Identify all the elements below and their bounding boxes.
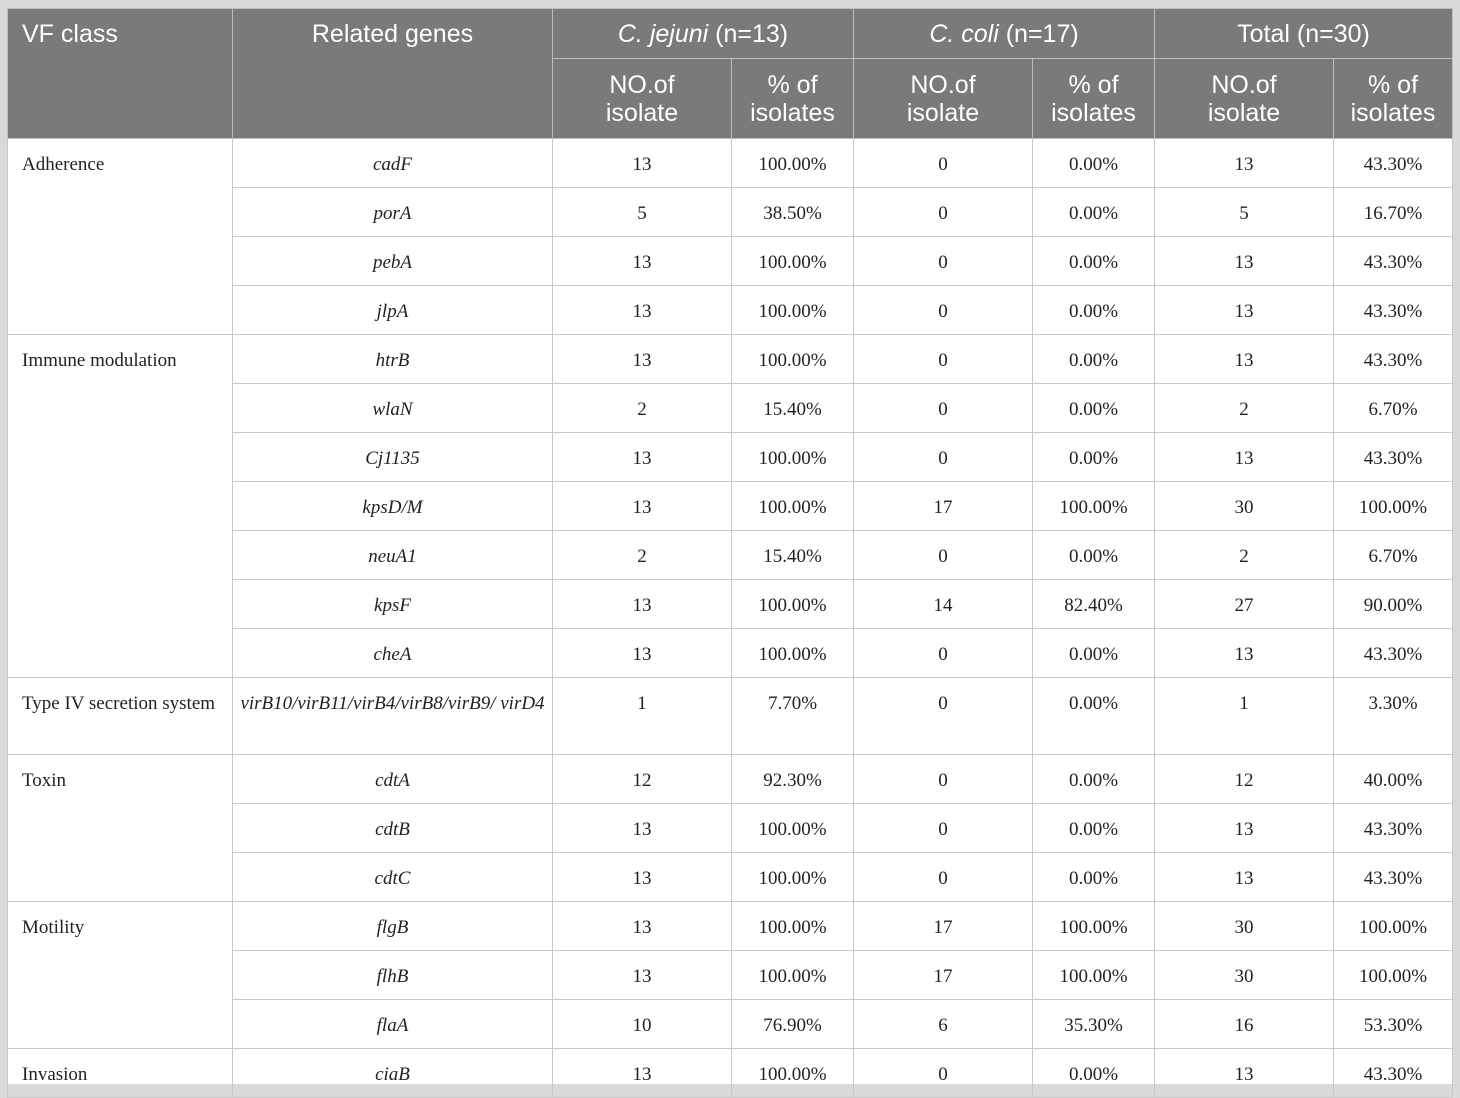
total-percent-cell: 43.30%: [1334, 433, 1453, 482]
total-count-cell: 13: [1155, 286, 1334, 335]
total-count-cell: 13: [1155, 1049, 1334, 1098]
total-count-cell: 2: [1155, 384, 1334, 433]
jejuni-percent-cell: 38.50%: [732, 188, 854, 237]
header-vf-class: VF class: [8, 9, 233, 139]
coli-percent-cell: 0.00%: [1033, 286, 1155, 335]
header-pct-isolates: % of isolates: [732, 59, 854, 139]
coli-count-cell: 0: [854, 139, 1033, 188]
jejuni-count-cell: 13: [553, 629, 732, 678]
total-percent-cell: 6.70%: [1334, 384, 1453, 433]
coli-count-cell: 0: [854, 853, 1033, 902]
coli-count-cell: 0: [854, 433, 1033, 482]
total-count-cell: 30: [1155, 482, 1334, 531]
total-percent-cell: 43.30%: [1334, 629, 1453, 678]
jejuni-count-cell: 13: [553, 139, 732, 188]
coli-count-cell: 0: [854, 237, 1033, 286]
total-percent-cell: 53.30%: [1334, 1000, 1453, 1049]
coli-count-cell: 0: [854, 335, 1033, 384]
total-count-cell: 30: [1155, 902, 1334, 951]
jejuni-percent-cell: 100.00%: [732, 951, 854, 1000]
total-percent-cell: 100.00%: [1334, 951, 1453, 1000]
total-percent-cell: 43.30%: [1334, 1049, 1453, 1098]
jejuni-percent-cell: 100.00%: [732, 335, 854, 384]
table-body: [8, 139, 1453, 1098]
coli-count-cell: 17: [854, 902, 1033, 951]
jejuni-percent-cell: 100.00%: [732, 433, 854, 482]
coli-percent-cell: 0.00%: [1033, 433, 1155, 482]
jejuni-percent-cell: 100.00%: [732, 237, 854, 286]
vf-class-cell: Motility: [8, 902, 233, 1049]
total-percent-cell: 40.00%: [1334, 755, 1453, 804]
table-row: [8, 335, 1453, 384]
coli-percent-cell: 0.00%: [1033, 678, 1155, 755]
jejuni-percent-cell: 100.00%: [732, 804, 854, 853]
gene-cell: kpsF: [233, 580, 553, 629]
total-percent-cell: 43.30%: [1334, 853, 1453, 902]
coli-count-cell: 0: [854, 755, 1033, 804]
coli-percent-cell: 100.00%: [1033, 902, 1155, 951]
gene-cell: htrB: [233, 335, 553, 384]
coli-count-cell: 0: [854, 804, 1033, 853]
total-count-cell: 13: [1155, 237, 1334, 286]
header-group-c-coli: C. coli (n=17): [854, 9, 1155, 59]
total-percent-cell: 6.70%: [1334, 531, 1453, 580]
jejuni-count-cell: 13: [553, 1049, 732, 1098]
header-group-c-jejuni: C. jejuni (n=13): [553, 9, 854, 59]
total-count-cell: 13: [1155, 433, 1334, 482]
vf-class-cell: Toxin: [8, 755, 233, 902]
gene-cell: flhB: [233, 951, 553, 1000]
header-no-isolate: NO.of isolate: [1155, 59, 1334, 139]
total-percent-cell: 43.30%: [1334, 804, 1453, 853]
jejuni-count-cell: 12: [553, 755, 732, 804]
total-count-cell: 1: [1155, 678, 1334, 755]
total-count-cell: 2: [1155, 531, 1334, 580]
coli-percent-cell: 0.00%: [1033, 853, 1155, 902]
coli-percent-cell: 0.00%: [1033, 804, 1155, 853]
table-row: [8, 755, 1453, 804]
jejuni-percent-cell: 15.40%: [732, 384, 854, 433]
jejuni-count-cell: 2: [553, 384, 732, 433]
table-header: [8, 9, 1453, 139]
coli-percent-cell: 35.30%: [1033, 1000, 1155, 1049]
total-count-cell: 13: [1155, 139, 1334, 188]
coli-percent-cell: 0.00%: [1033, 237, 1155, 286]
coli-percent-cell: 0.00%: [1033, 629, 1155, 678]
jejuni-percent-cell: 15.40%: [732, 531, 854, 580]
jejuni-percent-cell: 100.00%: [732, 286, 854, 335]
total-count-cell: 13: [1155, 853, 1334, 902]
jejuni-percent-cell: 92.30%: [732, 755, 854, 804]
table-frame: [7, 8, 1452, 1084]
jejuni-count-cell: 2: [553, 531, 732, 580]
table-row: [8, 139, 1453, 188]
coli-count-cell: 0: [854, 531, 1033, 580]
jejuni-percent-cell: 7.70%: [732, 678, 854, 755]
total-percent-cell: 43.30%: [1334, 139, 1453, 188]
total-count-cell: 12: [1155, 755, 1334, 804]
jejuni-percent-cell: 100.00%: [732, 629, 854, 678]
coli-count-cell: 0: [854, 678, 1033, 755]
gene-cell: ciaB: [233, 1049, 553, 1098]
coli-percent-cell: 0.00%: [1033, 755, 1155, 804]
coli-count-cell: 17: [854, 482, 1033, 531]
coli-count-cell: 17: [854, 951, 1033, 1000]
coli-count-cell: 0: [854, 384, 1033, 433]
header-no-isolate: NO.of isolate: [854, 59, 1033, 139]
coli-count-cell: 0: [854, 1049, 1033, 1098]
coli-percent-cell: 0.00%: [1033, 1049, 1155, 1098]
gene-cell: Cj1135: [233, 433, 553, 482]
jejuni-percent-cell: 76.90%: [732, 1000, 854, 1049]
total-count-cell: 13: [1155, 335, 1334, 384]
total-count-cell: 5: [1155, 188, 1334, 237]
total-count-cell: 13: [1155, 629, 1334, 678]
coli-percent-cell: 100.00%: [1033, 951, 1155, 1000]
vf-class-cell: Immune modulation: [8, 335, 233, 678]
total-percent-cell: 16.70%: [1334, 188, 1453, 237]
total-count-cell: 16: [1155, 1000, 1334, 1049]
table-row: [8, 902, 1453, 951]
coli-percent-cell: 0.00%: [1033, 384, 1155, 433]
gene-cell: cadF: [233, 139, 553, 188]
jejuni-count-cell: 13: [553, 482, 732, 531]
total-count-cell: 30: [1155, 951, 1334, 1000]
coli-count-cell: 0: [854, 629, 1033, 678]
total-percent-cell: 100.00%: [1334, 482, 1453, 531]
gene-cell: cdtB: [233, 804, 553, 853]
total-count-cell: 27: [1155, 580, 1334, 629]
jejuni-percent-cell: 100.00%: [732, 139, 854, 188]
table-row: [8, 1049, 1453, 1098]
coli-count-cell: 6: [854, 1000, 1033, 1049]
total-percent-cell: 90.00%: [1334, 580, 1453, 629]
vf-class-cell: Adherence: [8, 139, 233, 335]
jejuni-count-cell: 13: [553, 580, 732, 629]
jejuni-percent-cell: 100.00%: [732, 902, 854, 951]
total-count-cell: 13: [1155, 804, 1334, 853]
header-group-total: Total (n=30): [1155, 9, 1453, 59]
jejuni-percent-cell: 100.00%: [732, 1049, 854, 1098]
gene-cell: cheA: [233, 629, 553, 678]
jejuni-percent-cell: 100.00%: [732, 580, 854, 629]
jejuni-count-cell: 13: [553, 902, 732, 951]
jejuni-count-cell: 1: [553, 678, 732, 755]
gene-cell: neuA1: [233, 531, 553, 580]
total-percent-cell: 3.30%: [1334, 678, 1453, 755]
coli-percent-cell: 0.00%: [1033, 139, 1155, 188]
header-no-isolate: NO.of isolate: [553, 59, 732, 139]
jejuni-count-cell: 13: [553, 286, 732, 335]
gene-cell: cdtC: [233, 853, 553, 902]
gene-cell: flaA: [233, 1000, 553, 1049]
total-percent-cell: 43.30%: [1334, 335, 1453, 384]
jejuni-count-cell: 13: [553, 335, 732, 384]
header-pct-isolates: % of isolates: [1033, 59, 1155, 139]
header-related-genes: Related genes: [233, 9, 553, 139]
jejuni-count-cell: 13: [553, 853, 732, 902]
gene-cell: porA: [233, 188, 553, 237]
coli-count-cell: 14: [854, 580, 1033, 629]
coli-count-cell: 0: [854, 188, 1033, 237]
total-percent-cell: 43.30%: [1334, 286, 1453, 335]
coli-percent-cell: 0.00%: [1033, 531, 1155, 580]
jejuni-percent-cell: 100.00%: [732, 482, 854, 531]
total-percent-cell: 43.30%: [1334, 237, 1453, 286]
total-percent-cell: 100.00%: [1334, 902, 1453, 951]
coli-percent-cell: 100.00%: [1033, 482, 1155, 531]
gene-cell: pebA: [233, 237, 553, 286]
vf-class-cell: Type IV secretion system: [8, 678, 233, 755]
jejuni-percent-cell: 100.00%: [732, 853, 854, 902]
jejuni-count-cell: 13: [553, 951, 732, 1000]
coli-percent-cell: 0.00%: [1033, 188, 1155, 237]
jejuni-count-cell: 10: [553, 1000, 732, 1049]
gene-cell: virB10/virB11/virB4/virB8/virB9/ virD4: [233, 678, 553, 755]
gene-cell: wlaN: [233, 384, 553, 433]
jejuni-count-cell: 13: [553, 433, 732, 482]
gene-cell: cdtA: [233, 755, 553, 804]
jejuni-count-cell: 5: [553, 188, 732, 237]
gene-cell: flgB: [233, 902, 553, 951]
jejuni-count-cell: 13: [553, 237, 732, 286]
virulence-factor-table: [7, 8, 1453, 1098]
header-pct-isolates: % of isolates: [1334, 59, 1453, 139]
coli-percent-cell: 82.40%: [1033, 580, 1155, 629]
vf-class-cell: Invasion: [8, 1049, 233, 1098]
coli-count-cell: 0: [854, 286, 1033, 335]
gene-cell: kpsD/M: [233, 482, 553, 531]
gene-cell: jlpA: [233, 286, 553, 335]
table-row: [8, 678, 1453, 755]
coli-percent-cell: 0.00%: [1033, 335, 1155, 384]
jejuni-count-cell: 13: [553, 804, 732, 853]
